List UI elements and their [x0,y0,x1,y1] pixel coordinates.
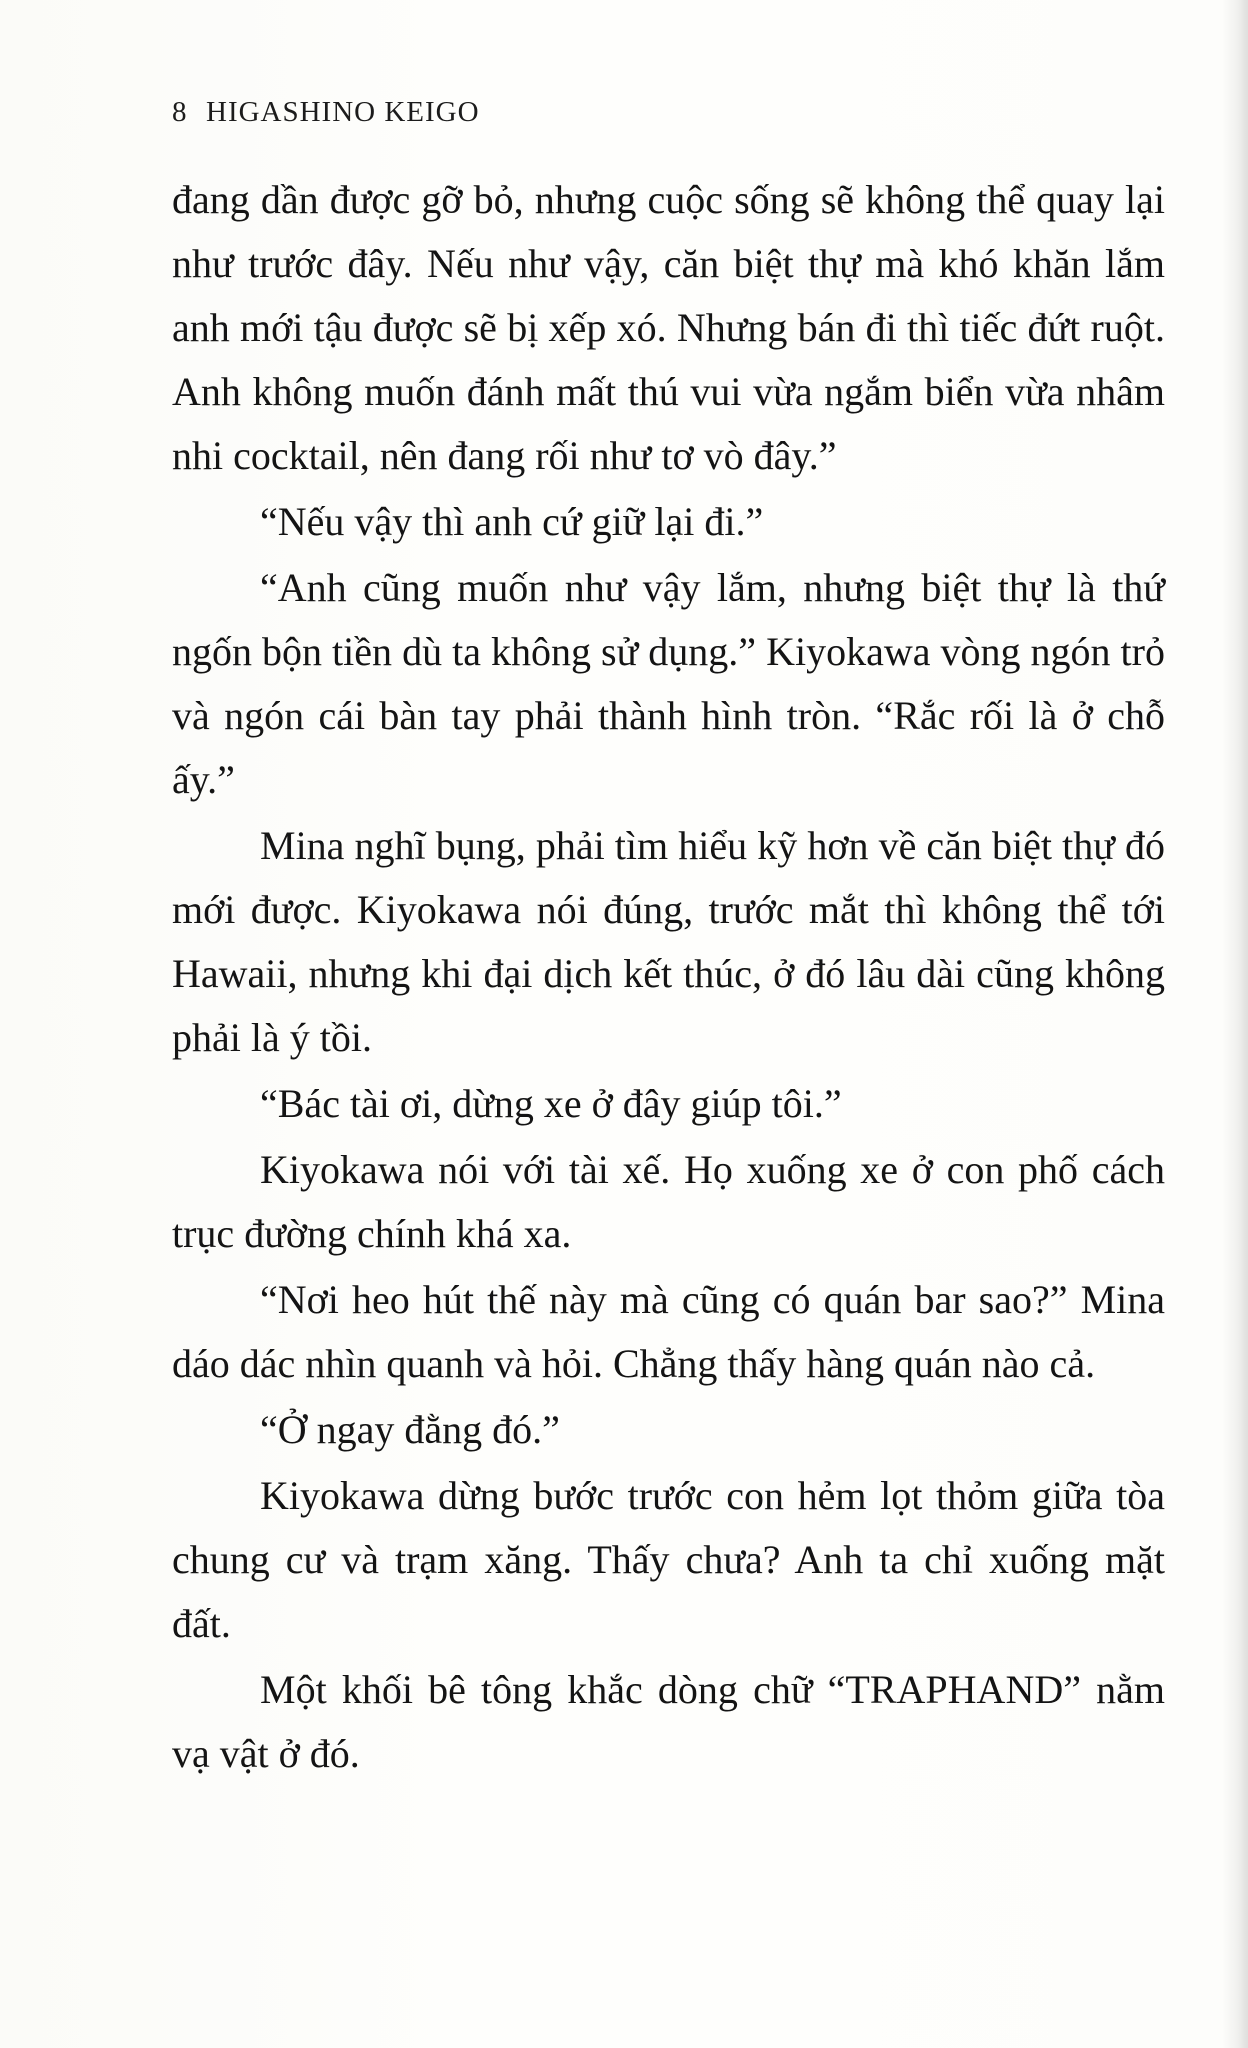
paragraph-9: Kiyokawa dừng bước trước con hẻm lọt thỏm giữa tòa chung cư và trạm xăng. Thấy chưa? Anh ta chỉ xuống mặt đất. [172,1473,1165,1646]
paragraph-5: “Bác tài ơi, dừng xe ở đây giúp tôi.” [260,1081,842,1126]
paragraph-7: “Nơi heo hút thế này mà cũng có quán bar sao?” Mina dáo dác nhìn quanh và hỏi. Chẳng thấy hàng quán nào cả. [172,1277,1165,1386]
page-edge-shadow [1222,0,1248,2048]
paragraph-3: “Anh cũng muốn như vậy lắm, nhưng biệt thự là thứ ngốn bộn tiền dù ta không sử dụng.” Kiyokawa vòng ngón trỏ và ngón cái bàn tay phải thành hình tròn. “Rắc rối là ở chỗ ấy.” [172,565,1165,802]
body-text [172,168,1165,1786]
paragraph-8: “Ở ngay đằng đó.” [260,1407,560,1452]
running-header [172,96,480,129]
paragraph-2: “Nếu vậy thì anh cứ giữ lại đi.” [260,499,764,544]
paragraph-6: Kiyokawa nói với tài xế. Họ xuống xe ở con phố cách trục đường chính khá xa. [172,1147,1165,1256]
paragraph-4: Mina nghĩ bụng, phải tìm hiểu kỹ hơn về căn biệt thự đó mới được. Kiyokawa nói đúng, trước mắt thì không thể tới Hawaii, nhưng khi đại dịch kết thúc, ở đó lâu dài cũng không phải là ý tồi. [172,823,1165,1060]
page-number: 8 [172,96,188,128]
paragraph-1: đang dần được gỡ bỏ, nhưng cuộc sống sẽ không thể quay lại như trước đây. Nếu như vậy, căn biệt thự mà khó khăn lắm anh mới tậu được sẽ bị xếp xó. Nhưng bán đi thì tiếc đứt ruột. Anh không muốn đánh mất thú vui vừa ngắm biển vừa nhâm nhi cocktail, nên đang rối như tơ vò đây.” [172,177,1165,478]
running-title: HIGASHINO KEIGO [206,96,480,128]
paragraph-10: Một khối bê tông khắc dòng chữ “TRAPHAND” nằm vạ vật ở đó. [172,1667,1165,1776]
